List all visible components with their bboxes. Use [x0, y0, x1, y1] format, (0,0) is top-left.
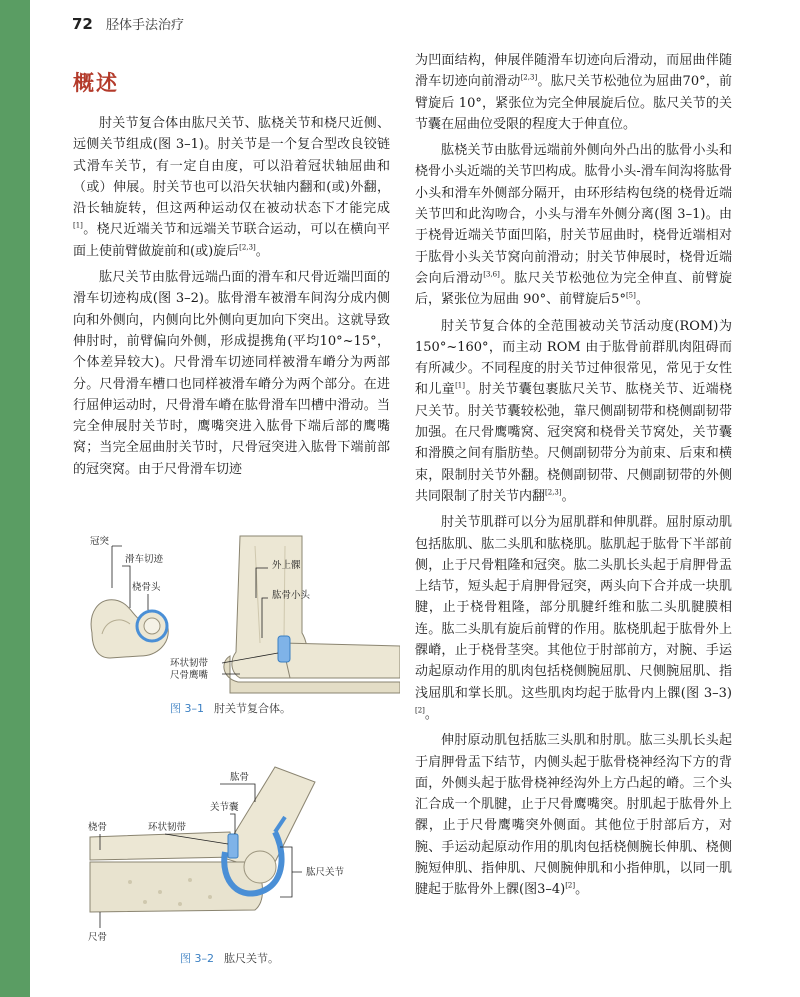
paragraph: 肘关节肌群可以分为屈肌群和伸肌群。屈肘原动肌包括肱肌、肱二头肌和肱桡肌。肱肌起于肱骨下半部前侧，止于尺骨粗隆和冠突。肱二头肌长头起于肩胛骨盂上结节，短头起于肩胛骨冠突，两头向下合并成一块肌腱，止于桡骨粗隆，部分肌腱纤维和肱二头肌腱膜相连。肱二头肌有旋后前臂的作用。肱桡肌起于肱骨外上髁嵴，止于桡骨茎突。其他位于肘部前方，对腕、手运动起原动作用的肌肉包括桡侧腕屈肌、尺侧腕屈肌、指浅屈肌和掌长肌。这些肌肉均起于肱骨内上髁(图 3–3)[2]。: [415, 515, 732, 722]
citation: [1]: [73, 222, 83, 231]
paragraph: 肘关节复合体由肱尺关节、肱桡关节和桡尺近侧、远侧关节组成(图 3–1)。肘关节是一个复合型改良铰链式滑车关节，有一定自由度，可以沿着冠状轴屈曲和（或）伸展。肘关节也可以沿矢状轴内翻和(或)外翻，沿长轴旋转，但这两种运动仅在被动状态下才能完成[1]。桡尺近端关节和远端关节联合运动，可以在横向平面上使前臂做旋前和(或)旋后[2,3]。: [73, 116, 390, 259]
page-number: 72: [72, 15, 93, 33]
label-annular-ligament: 环状韧带: [170, 658, 209, 669]
figure-humeroulnar-joint: [70, 762, 400, 974]
elbow-complex-illustration: [70, 528, 400, 698]
book-title: 胫体手法治疗: [105, 18, 184, 33]
label-lateral-epicondyle: 外上髁: [272, 560, 301, 571]
label-humerus: 肱骨: [230, 772, 250, 783]
section-title: 概述: [73, 71, 119, 95]
label-annular-ligament: 环状韧带: [148, 822, 187, 833]
citation: [2]: [415, 706, 425, 715]
citation: [2,3]: [239, 243, 256, 252]
citation: [1]: [455, 382, 465, 391]
citation: [3,6]: [483, 270, 500, 279]
paragraph: 伸肘原动肌包括肱三头肌和肘肌。肱三头肌长头起于肩胛骨盂下结节，内侧头起于肱骨桡神经沟下方的背面，外侧头起于肱骨桡神经沟外上方凸起的嵴。三个头汇合成一个肌腱，止于尺骨鹰嘴突。肘肌起于肱骨外上髁，止于尺骨鹰嘴突外侧面。其他位于肘部后方，对腕、手运动起原动作用的肌肉包括桡侧腕长伸肌、桡侧腕短伸肌、指伸肌、尺侧腕伸肌和小指伸肌，以同一肌腱起于肱骨外上髁(图3–4)[2]。: [415, 733, 732, 898]
page-edge-bar: [0, 0, 30, 997]
label-joint-capsule: 关节囊: [210, 802, 239, 813]
paragraph: 为凹面结构，伸展伴随滑车切迹向后滑动，而屈曲伴随滑车切迹向前滑动[2,3]。肱尺关节松弛位为屈曲70°，前臂旋后 10°，紧张位为完全伸展旋后位。肱尺关节的关节囊在屈曲位受限的程度大于伸直位。: [415, 53, 732, 132]
label-humeroulnar-joint: 肱尺关节: [306, 867, 345, 878]
caption-number: 图 3–1: [170, 702, 204, 715]
right-column: [415, 50, 732, 906]
label-capitulum: 肱骨小头: [272, 590, 311, 601]
left-column: [73, 113, 390, 485]
figure-caption: [170, 700, 291, 716]
label-trochlear-notch: 滑车切迹: [125, 554, 164, 565]
humeroulnar-illustration: [70, 762, 400, 947]
label-radial-head: 桡骨头: [132, 582, 161, 593]
citation: [2]: [565, 881, 576, 890]
caption-number: 图 3–2: [180, 952, 214, 965]
label-radius: 桡骨: [88, 822, 108, 833]
citation: [5]: [625, 291, 636, 300]
label-ulna: 尺骨: [88, 932, 108, 943]
caption-text: 肱尺关节。: [224, 952, 279, 965]
figure-caption: [180, 950, 279, 966]
citation: [2,3]: [520, 73, 538, 82]
label-olecranon: 尺骨鹰嘴: [170, 670, 209, 681]
figure-elbow-complex: [70, 528, 400, 718]
caption-text: 肘关节复合体。: [214, 702, 291, 715]
label-coronoid: 冠突: [90, 536, 110, 547]
citation: [2,3]: [545, 488, 562, 497]
paragraph: 肱尺关节由肱骨远端凸面的滑车和尺骨近端凹面的滑车切迹构成(图 3–2)。肱骨滑车被滑车间沟分成内侧向和外侧向，内侧向比外侧向更加向下突出。这就导致伸肘时，前臂偏向外侧，形成提携角(平均10°~15°，个体差异较大)。尺骨滑车切迹同样被滑车嵴分为两部分。尺骨滑车槽口也同样被滑车嵴分为两个部分。在进行屈伸运动时，尺骨滑车嵴在肱骨滑车凹槽中滑动。当完全伸展肘关节时，鹰嘴突进入肱骨下端后部的鹰嘴窝；当完全屈曲肘关节时，尺骨冠突进入肱骨下端前部的冠突窝。由于尺骨滑车切迹: [73, 270, 390, 477]
running-header: [72, 14, 184, 33]
paragraph: 肘关节复合体的全范围被动关节活动度(ROM)为 150°~160°，而主动 ROM 由于肱骨前群肌肉阻碍而有所减少。不同程度的肘关节过伸很常见，常见于女性和儿童[1]。肘关节囊包裹肱尺关节、肱桡关节、近端桡尺关节。肘关节囊较松弛，靠尺侧副韧带和桡侧副韧带加强。在尺骨鹰嘴窝、冠突窝和桡骨关节窝处，关节囊和滑膜之间有脂肪垫。尺侧副韧带分为前束、后束和横束，限制肘关节外翻。桡侧副韧带、尺侧副韧带的外侧共同限制了肘关节内翻[2,3]。: [415, 318, 732, 504]
paragraph: 肱桡关节由肱骨远端前外侧向外凸出的肱骨小头和桡骨小头近端的关节凹构成。肱骨小头-滑车间沟将肱骨小头和滑车外侧部分隔开，由环形结构包绕的桡骨近端关节凹和此沟吻合，小头与滑车外侧分离(图 3–1)。由于桡骨近端关节面凹陷，肘关节屈曲时，桡骨近端相对于肱骨小头关节窝向前滑动；肘关节伸展时，桡骨近端会向后滑动[3,6]。肱尺关节松弛位为完全伸直、前臂旋后，紧张位为屈曲 90°、前臂旋后5°[5]。: [415, 143, 732, 308]
